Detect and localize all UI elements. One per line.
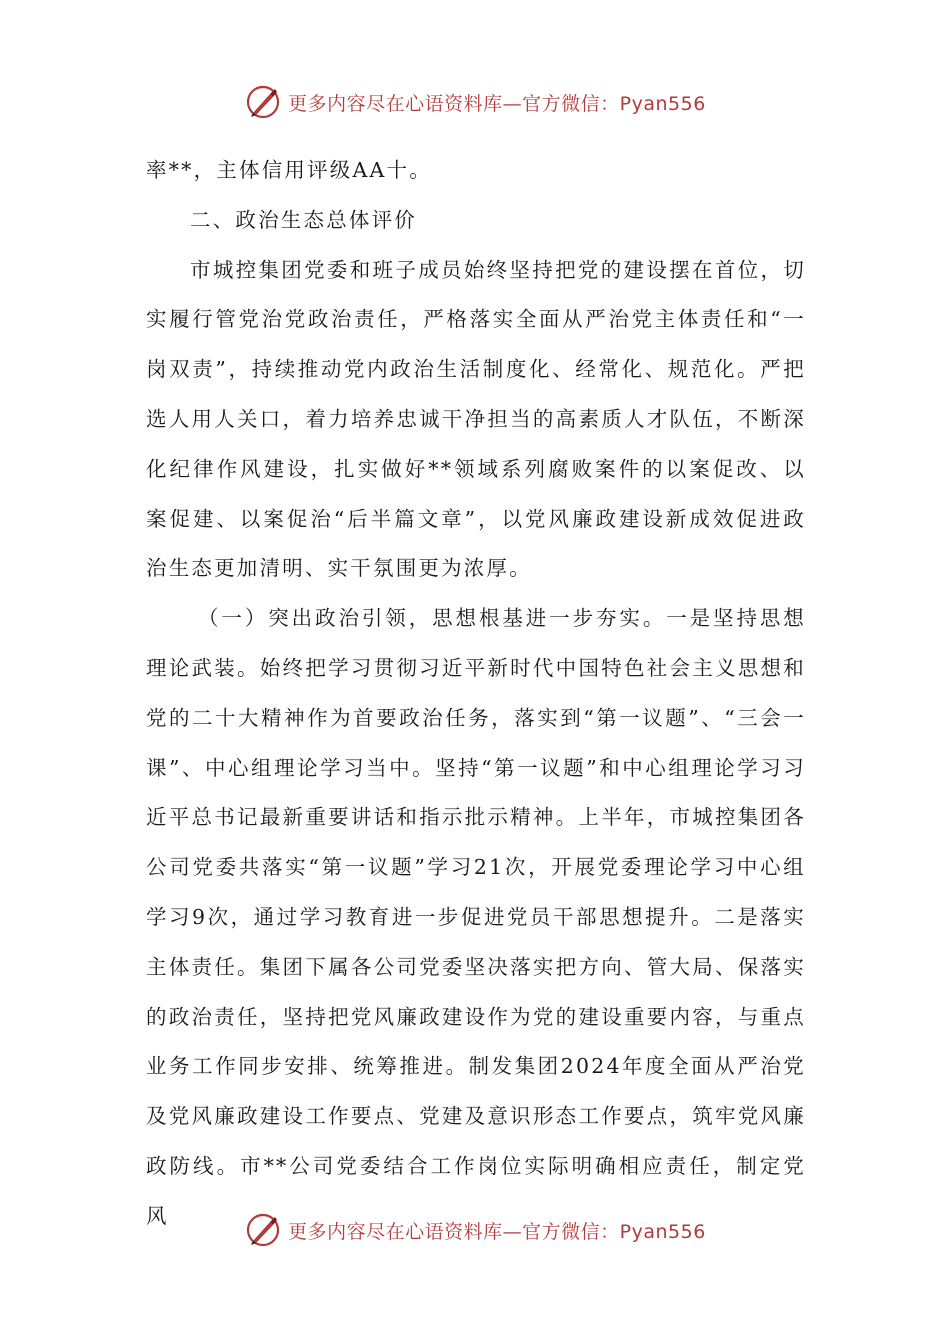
watermark-label: 更多内容尽在心语资料库—官方微信： xyxy=(288,1220,620,1243)
document-body xyxy=(146,146,806,1242)
watermark-text xyxy=(288,1217,706,1244)
watermark-wechat-id: Pyan556 xyxy=(619,1220,706,1243)
watermark-banner-bottom xyxy=(0,1208,950,1252)
watermark-label: 更多内容尽在心语资料库—官方微信： xyxy=(288,92,620,115)
section-heading: 二、政治生态总体评价 xyxy=(190,207,417,232)
pen-logo-icon xyxy=(244,83,282,121)
paragraph-continuation: 率**，主体信用评级AA十。 xyxy=(146,158,432,182)
watermark-text xyxy=(288,89,706,116)
paragraph-subsection-1: （一）突出政治引领，思想根基进一步夯实。一是坚持思想理论武装。始终把学习贯彻习近平新时代中国特色社会主义思想和党的二十大精神作为首要政治任务，落实到“第一议题”、“三会一课”、中心组理论学习当中。坚持“第一议题”和中心组理论学习习近平总书记最新重要讲话和指示批示精神。上半年，市城控集团各公司党委共落实“第一议题”学习21次，开展党委理论学习中心组学习9次，通过学习教育进一步促进党员干部思想提升。二是落实主体责任。集团下属各公司党委坚决落实把方向、管大局、保落实的政治责任，坚持把党风廉政建设作为党的建设重要内容，与重点业务工作同步安排、统筹推进。制发集团2024年度全面从严治党及党风廉政建设工作要点、党建及意识形态工作要点，筑牢党风廉政防线。市**公司党委结合工作岗位实际明确相应责任，制定党风 xyxy=(146,606,806,1228)
watermark-wechat-id: Pyan556 xyxy=(619,92,706,115)
watermark-banner-top xyxy=(0,80,950,124)
pen-logo-icon xyxy=(244,1211,282,1249)
paragraph-overview: 市城控集团党委和班子成员始终坚持把党的建设摆在首位，切实履行管党治党政治责任，严格落实全面从严治党主体责任和“一岗双责”，持续推动党内政治生活制度化、经常化、规范化。严把选人用人关口，着力培养忠诚干净担当的高素质人才队伍，不断深化纪律作风建设，扎实做好**领域系列腐败案件的以案促改、以案促建、以案促治“后半篇文章”，以党风廉政建设新成效促进政治生态更加清明、实干氛围更为浓厚。 xyxy=(146,257,806,581)
